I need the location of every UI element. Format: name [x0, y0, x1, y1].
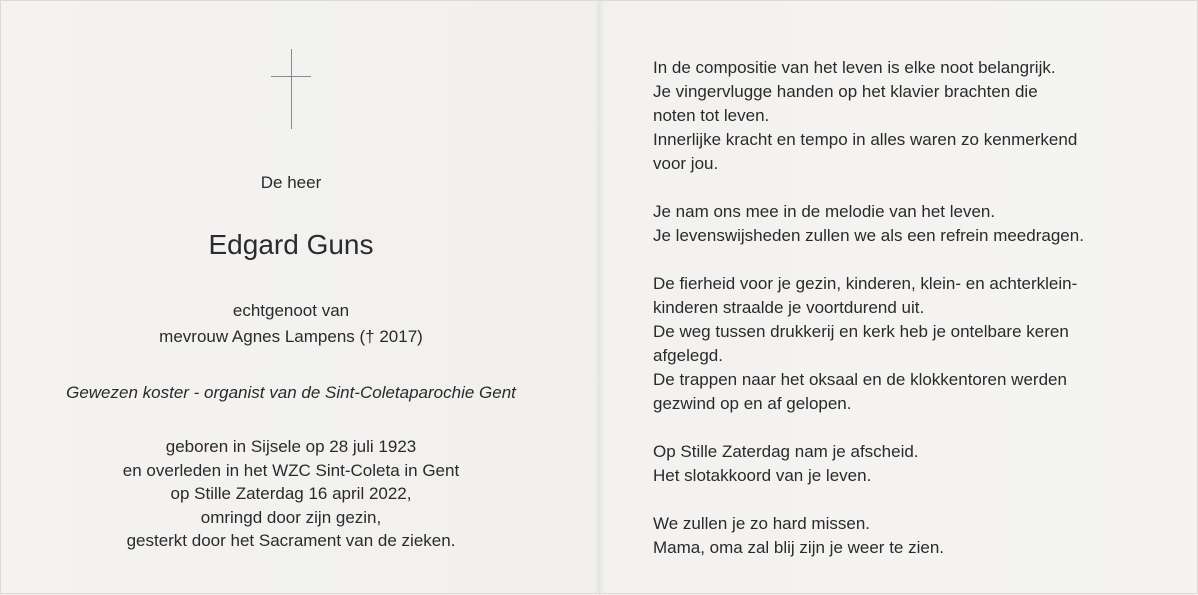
- honorific: De heer: [260, 173, 322, 192]
- bio-line: op Stille Zaterdag 16 april 2022,: [170, 484, 412, 503]
- cross-icon: [271, 49, 311, 129]
- poem-line: Mama, oma zal blij zijn je weer te zien.: [653, 538, 945, 557]
- poem-line: Je levenswijsheden zullen we als een refrein meedragen.: [653, 226, 1084, 245]
- stanza-gap: [653, 248, 1084, 272]
- poem-line: De fierheid voor je gezin, kinderen, klein- en achterklein-: [653, 274, 1078, 293]
- poem-line: afgelegd.: [653, 346, 723, 365]
- poem: [653, 56, 1084, 560]
- poem-line: De weg tussen drukkerij en kerk heb je ontelbare keren: [653, 322, 1069, 341]
- poem-line: Je vingervlugge handen op het klavier brachten die: [653, 82, 1038, 101]
- stanza-gap: [653, 488, 1084, 512]
- poem-line: Het slotakkoord van je leven.: [653, 466, 872, 485]
- deceased-name: Edgard Guns: [208, 229, 374, 260]
- bio-block: [1, 435, 581, 553]
- bio-line: gesterkt door het Sacrament van de zieken.: [126, 531, 456, 550]
- spouse-line-1: echtgenoot van: [232, 301, 350, 320]
- bio-line: en overleden in het WZC Sint-Coleta in Gent: [122, 460, 460, 480]
- poem-line: Innerlijke kracht en tempo in alles waren zo kenmerkend: [653, 130, 1078, 149]
- poem-line: noten tot leven.: [653, 106, 770, 125]
- right-page: [601, 1, 1198, 595]
- stanza-gap: [653, 176, 1084, 200]
- poem-line: Je nam ons mee in de melodie van het leven.: [653, 202, 996, 221]
- poem-line: De trappen naar het oksaal en de klokkentoren werden: [653, 370, 1067, 389]
- left-page: [1, 1, 599, 595]
- poem-line: We zullen je zo hard missen.: [653, 514, 871, 533]
- spouse-line-2: mevrouw Agnes Lampens († 2017): [159, 327, 423, 346]
- poem-line: Op Stille Zaterdag nam je afscheid.: [653, 442, 919, 461]
- stanza-gap: [653, 416, 1084, 440]
- poem-line: In de compositie van het leven is elke noot belangrijk.: [653, 58, 1056, 77]
- bio-line: geboren in Sijsele op 28 juli 1923: [165, 437, 417, 456]
- bio-line: omringd door zijn gezin,: [200, 507, 382, 527]
- poem-line: voor jou.: [653, 154, 719, 173]
- function-line: Gewezen koster - organist van de Sint-Coletaparochie Gent: [66, 383, 516, 402]
- poem-line: kinderen straalde je voortdurend uit.: [653, 298, 925, 317]
- poem-line: gezwind op en af gelopen.: [653, 394, 852, 413]
